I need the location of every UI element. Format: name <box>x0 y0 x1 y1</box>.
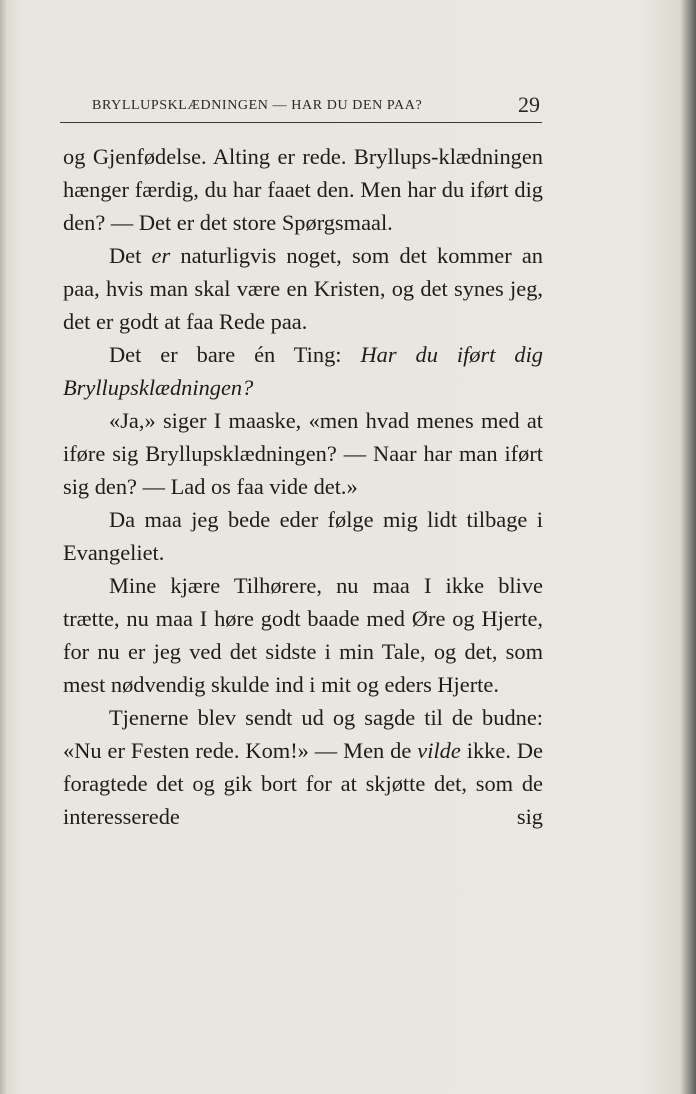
header-rule <box>60 122 542 123</box>
paragraph-5: Da maa jeg bede eder følge mig lidt tilbage i Evangeliet. <box>63 507 543 565</box>
body-text <box>63 140 543 833</box>
paragraph-4: «Ja,» siger I maaske, «men hvad menes med at iføre sig Bryllupsklædningen? — Naar har man iført sig den? — Lad os faa vide det.» <box>63 408 543 499</box>
emphasis-er: er <box>151 243 171 268</box>
page-gutter <box>0 0 6 1094</box>
running-head: BRYLLUPSKLÆDNINGEN — HAR DU DEN PAA? <box>92 98 423 113</box>
paragraph-3: Det er bare én Ting: Har du iført dig Bryllupsklædningen? <box>63 342 543 400</box>
paragraph-2: Det er naturligvis noget, som det kommer an paa, hvis man skal være en Kristen, og det synes jeg, det er godt at faa Rede paa. <box>63 243 543 334</box>
page-header <box>62 90 542 120</box>
paragraph-7: Tjenerne blev sendt ud og sagde til de budne: «Nu er Festen rede. Kom!» — Men de vilde ikke. De foragtede det og gik bort for at skjøtte det, som de interesserede sig <box>63 705 543 829</box>
emphasis-question: Har du iført dig Bryllupsklædningen? <box>63 342 543 400</box>
emphasis-vilde: vilde <box>417 738 461 763</box>
page-number: 29 <box>518 92 540 117</box>
paragraph-1: og Gjenfødelse. Alting er rede. Bryllups-klædningen hænger færdig, du har faaet den. Men har du iført dig den? — Det er det store Spørgsmaal. <box>63 144 543 235</box>
paragraph-6: Mine kjære Tilhørere, nu maa I ikke blive trætte, nu maa I høre godt baade med Øre og Hjerte, for nu er jeg ved det sidste i min Tale, og det, som mest nødvendig skulde ind i mit og eders Hjerte. <box>63 573 543 697</box>
